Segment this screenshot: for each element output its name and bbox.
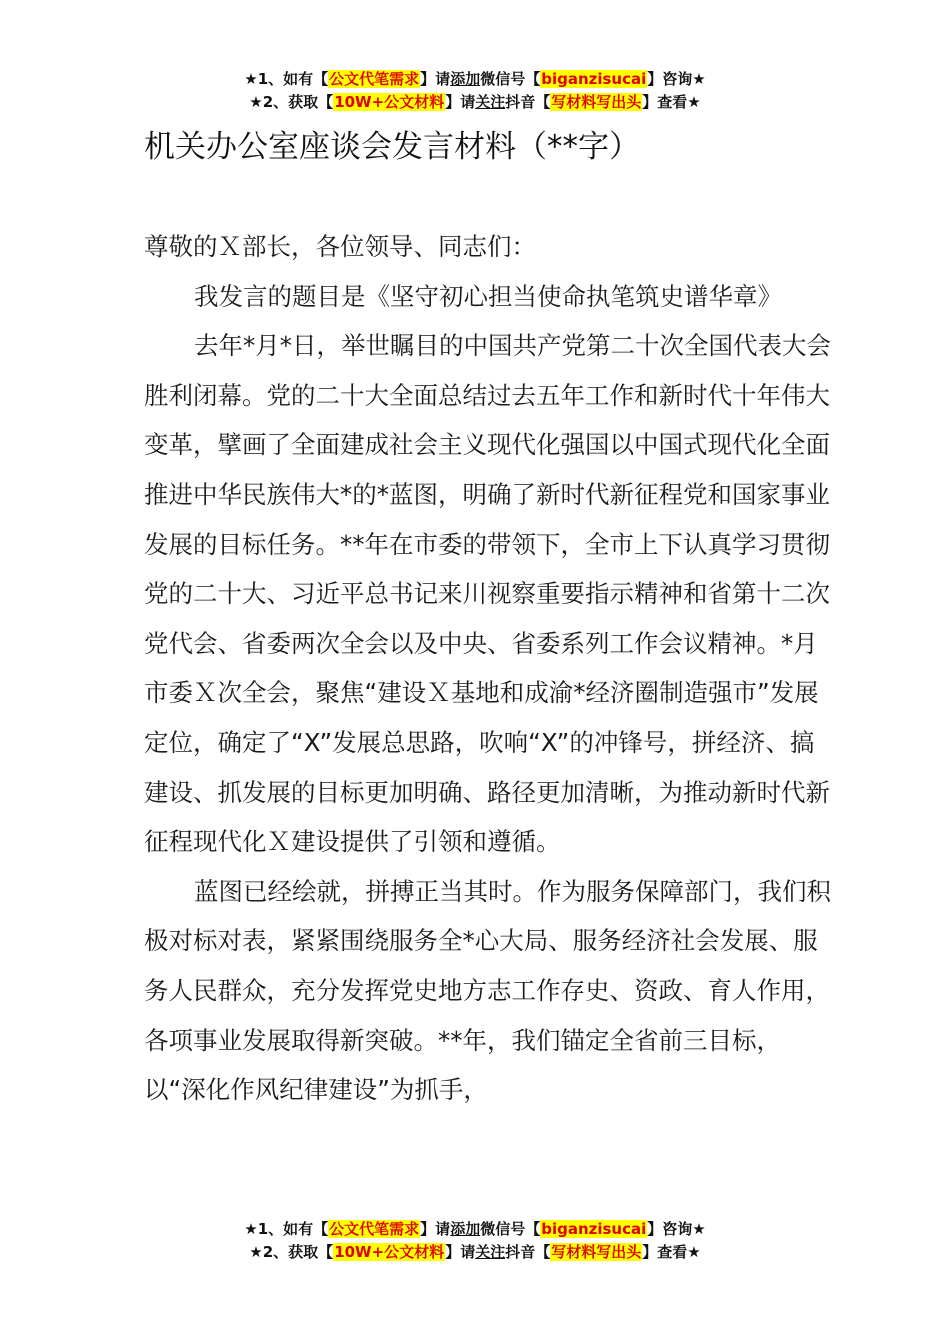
salutation: 尊敬的Ｘ部长，各位领导、同志们： bbox=[144, 232, 536, 261]
promo-banner-bottom bbox=[0, 1218, 950, 1264]
promo-highlight: 10W+公文材料 bbox=[334, 93, 445, 111]
promo-underline: 关注 bbox=[475, 93, 506, 111]
document-body bbox=[144, 222, 834, 1115]
promo-text: ★2、获取【 bbox=[249, 1243, 334, 1261]
paragraph: 去年*月*日，举世瞩目的中国共产党第二十次全国代表大会胜利闭幕。党的二十大全面总结过去五年工作和新时代十年伟大变革，擘画了全面建成社会主义现代化强国以中国式现代化全面推进中华民族伟大*的*蓝图，明确了新时代新征程党和国家事业发展的目标任务。**年在市委的带领下，全市上下认真学习贯彻党的二十大、习近平总书记来川视察重要指示精神和省第十二次党代会、省委两次全会以及中央、省委系列工作会议精神。*月市委Ｘ次全会，聚焦“建设Ｘ基地和成渝*经济圈制造强市”发展定位，确定了“X”发展总思路，吹响“X”的冲锋号，拼经济、搞建设、抓发展的目标更加明确、路径更加清晰，为推动新时代新征程现代化Ｘ建设提供了引领和遵循。 bbox=[144, 331, 831, 857]
promo-text: ★1、如有【 bbox=[244, 70, 329, 88]
promo-line-2 bbox=[0, 91, 950, 114]
promo-text: ★2、获取【 bbox=[249, 93, 334, 111]
promo-underline: 关注 bbox=[475, 1243, 506, 1261]
promo-banner-top bbox=[0, 68, 950, 114]
document-title: 机关办公室座谈会发言材料（**字） bbox=[144, 129, 640, 165]
promo-highlight: 公文代笔需求 bbox=[329, 1220, 420, 1238]
promo-text: 】请 bbox=[445, 1243, 476, 1261]
promo-line-1 bbox=[0, 1218, 950, 1241]
promo-text: 】查看★ bbox=[642, 93, 701, 111]
promo-text: ★1、如有【 bbox=[244, 1220, 329, 1238]
promo-text: 】咨询★ bbox=[647, 70, 706, 88]
promo-line-1 bbox=[0, 68, 950, 91]
promo-text: 抖音【 bbox=[505, 1243, 551, 1261]
promo-highlight: 写材料写出头 bbox=[551, 93, 642, 111]
promo-text: 】请 bbox=[420, 1220, 451, 1238]
paragraph: 蓝图已经绘就，拼搏正当其时。作为服务保障部门，我们积极对标对表，紧紧围绕服务全*心大局、服务经济社会发展、服务人民群众，充分发挥党史地方志工作存史、资政、育人作用，各项事业发展取得新突破。**年，我们锚定全省前三目标，以“深化作风纪律建设”为抓手， bbox=[144, 876, 831, 1105]
promo-highlight: 公文代笔需求 bbox=[329, 70, 420, 88]
promo-text: 微信号【 bbox=[480, 1220, 541, 1238]
promo-highlight: 10W+公文材料 bbox=[334, 1243, 445, 1261]
promo-text: 】查看★ bbox=[642, 1243, 701, 1261]
paragraph: 我发言的题目是《坚守初心担当使命执笔筑史谱华章》 bbox=[194, 281, 782, 311]
promo-highlight: biganzisucai bbox=[541, 1220, 647, 1238]
promo-highlight: 写材料写出头 bbox=[551, 1243, 642, 1261]
promo-highlight: biganzisucai bbox=[541, 70, 647, 88]
promo-text: 抖音【 bbox=[505, 93, 551, 111]
promo-text: 】请 bbox=[445, 93, 476, 111]
promo-text: 】请 bbox=[420, 70, 451, 88]
promo-text: 】咨询★ bbox=[647, 1220, 706, 1238]
promo-underline: 添加 bbox=[450, 1220, 481, 1238]
promo-underline: 添加 bbox=[450, 70, 481, 88]
promo-text: 微信号【 bbox=[480, 70, 541, 88]
promo-line-2 bbox=[0, 1241, 950, 1264]
